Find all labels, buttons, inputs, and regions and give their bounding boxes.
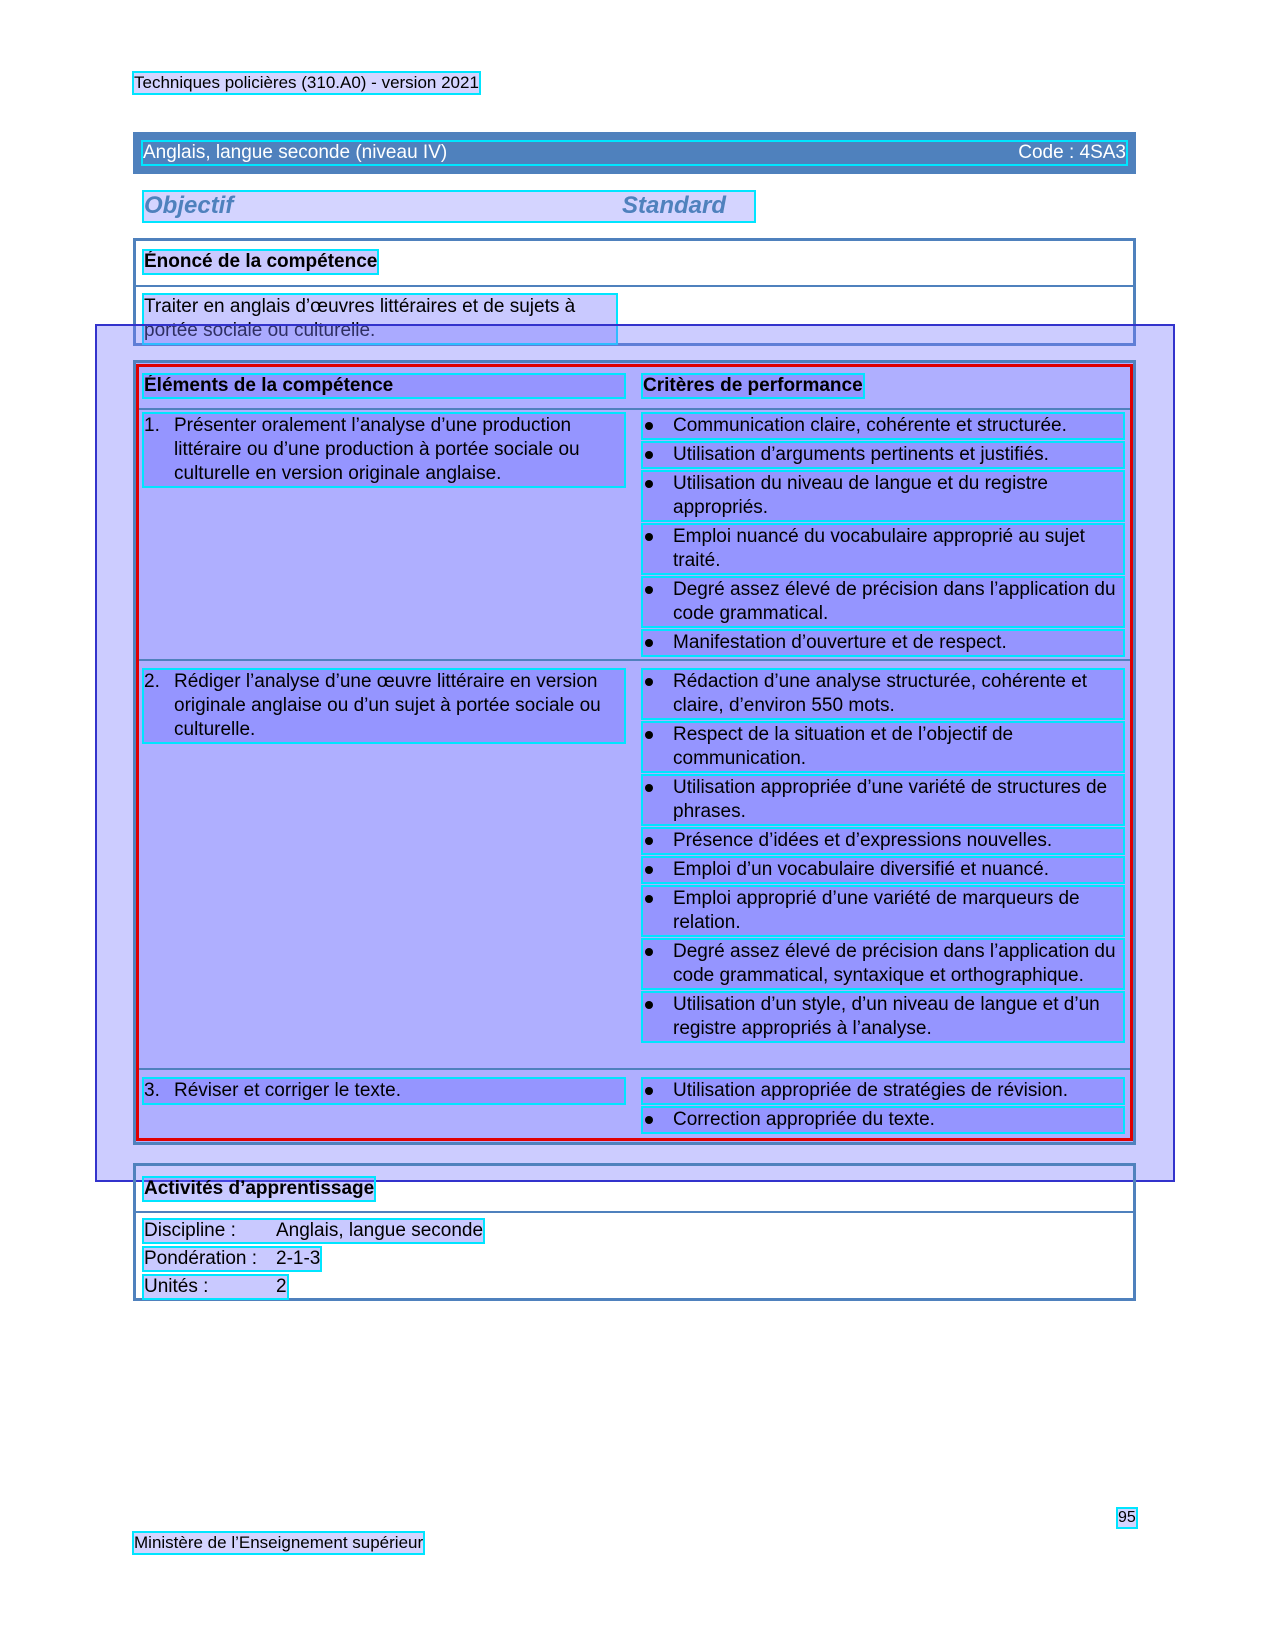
criterion-item: Emploi approprié d’une variété de marqueurs de relation. — [643, 887, 1123, 935]
unites-label: Unités : — [144, 1276, 209, 1297]
criterion-item: Emploi d’un vocabulaire diversifié et nuancé. — [643, 858, 1123, 882]
activities-title: Activités d’apprentissage — [144, 1178, 375, 1199]
ponderation-value: 2-1-3 — [276, 1248, 321, 1269]
criterion-item: Utilisation appropriée de stratégies de révision. — [643, 1079, 1123, 1103]
column-header-criteria: Critères de performance — [643, 375, 863, 396]
course-code: Code : 4SA3 — [1018, 142, 1126, 163]
course-title: Anglais, langue seconde (niveau IV) — [143, 142, 448, 163]
criterion-item: Utilisation du niveau de langue et du registre appropriés. — [643, 472, 1123, 520]
element-text: Présenter oralement l’analyse d’une production littéraire ou d’une production à portée sociale ou culturelle en version originale anglaise. — [174, 415, 580, 484]
criterion-item: Degré assez élevé de précision dans l’application du code grammatical, syntaxique et orthographique. — [643, 940, 1123, 988]
page-number: 95 — [1118, 1509, 1136, 1526]
criterion-item: Correction appropriée du texte. — [643, 1108, 1123, 1132]
criterion-item: Utilisation appropriée d’une variété de structures de phrases. — [643, 776, 1123, 824]
document-header: Techniques policières (310.A0) - version 2021 — [134, 73, 479, 92]
activities-box — [133, 1163, 1136, 1301]
criterion-item: Degré assez élevé de précision dans l’application du code grammatical. — [643, 578, 1123, 626]
element-number: 3. — [144, 1080, 160, 1101]
criterion-item: Communication claire, cohérente et structurée. — [643, 414, 1123, 438]
objective-standard-row — [144, 192, 754, 221]
enonce-text: Traiter en anglais d’œuvres littéraires et de sujets à portée sociale ou culturelle. — [144, 295, 616, 343]
unites-row — [144, 1276, 287, 1298]
standard-label: Standard — [622, 192, 727, 219]
course-title-bar — [133, 132, 1136, 174]
unites-value: 2 — [276, 1276, 287, 1297]
discipline-label: Discipline : — [144, 1220, 236, 1241]
criterion-item: Utilisation d’un style, d’un niveau de langue et d’un registre appropriés à l’analyse. — [643, 993, 1123, 1041]
footer-ministry: Ministère de l’Enseignement supérieur — [134, 1533, 424, 1552]
criterion-item: Présence d’idées et d’expressions nouvelles. — [643, 829, 1123, 853]
enonce-header — [136, 241, 1133, 287]
criterion-item: Rédaction d’une analyse structurée, cohérente et claire, d’environ 550 mots. — [643, 670, 1123, 718]
criterion-item: Manifestation d’ouverture et de respect. — [643, 631, 1123, 655]
criterion-item: Utilisation d’arguments pertinents et justifiés. — [643, 443, 1123, 467]
element-number: 1. — [144, 415, 160, 436]
discipline-row — [144, 1220, 483, 1242]
criterion-item: Respect de la situation et de l’objectif de communication. — [643, 723, 1123, 771]
criterion-item: Emploi nuancé du vocabulaire approprié au sujet traité. — [643, 525, 1123, 573]
activities-header — [136, 1166, 1133, 1213]
ponderation-label: Pondération : — [144, 1248, 258, 1269]
element-text: Réviser et corriger le texte. — [174, 1080, 402, 1101]
column-header-elements: Éléments de la compétence — [144, 375, 624, 397]
element-text: Rédiger l’analyse d’une œuvre littéraire en version originale anglaise ou d’un sujet à portée sociale ou culturelle. — [174, 671, 601, 740]
objective-label: Objectif — [144, 192, 234, 219]
ponderation-row — [144, 1248, 320, 1270]
element-number: 2. — [144, 671, 160, 692]
discipline-value: Anglais, langue seconde — [276, 1220, 484, 1241]
selection-frame — [136, 364, 1133, 1141]
enonce-title: Énoncé de la compétence — [144, 251, 378, 272]
